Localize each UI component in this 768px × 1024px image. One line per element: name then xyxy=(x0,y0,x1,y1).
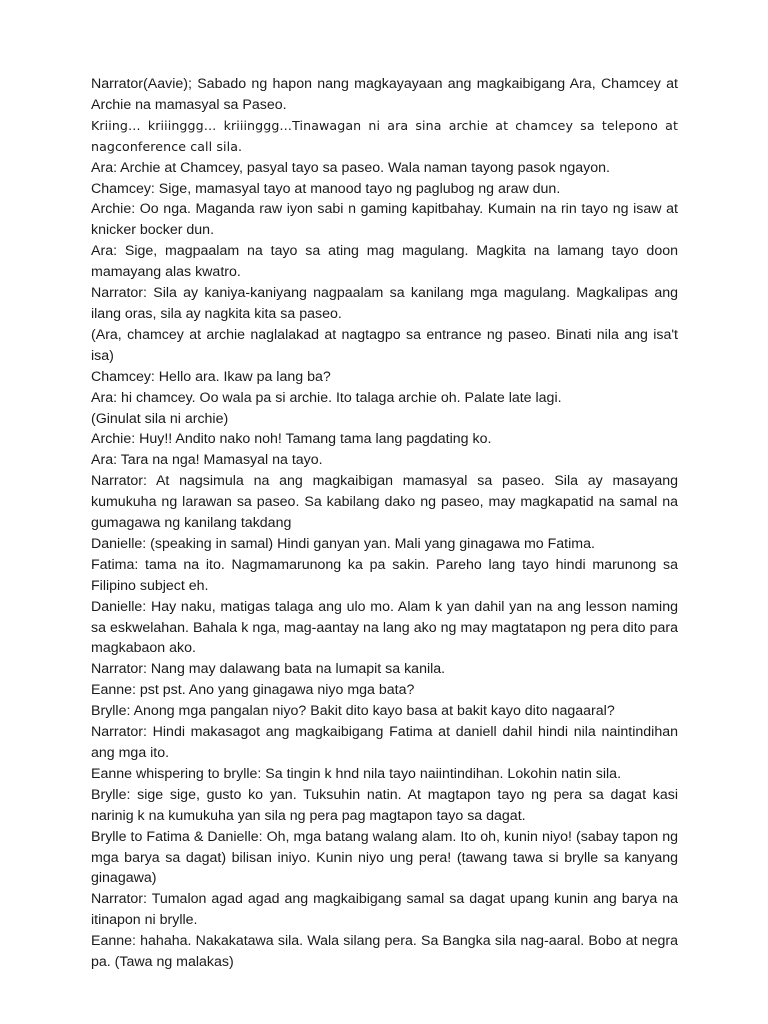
paragraph-phone-ring: Kriing… kriiinggg… kriiinggg…Tinawagan ni ara sina archie at chamcey sa telepono at nagconference call sila. xyxy=(91,117,678,154)
paragraph-eanne-line-2: Eanne: hahaha. Nakakatawa sila. Wala silang pera. Sa Bangka sila nag-aaral. Bobo at negra pa. (Tawa ng malakas) xyxy=(91,933,678,971)
paragraph-archie-line-2: Archie: Huy!! Andito nako noh! Tamang tama lang pagdating ko. xyxy=(91,431,492,448)
paragraph-eanne-line-1: Eanne: pst pst. Ano yang ginagawa niyo mga bata? xyxy=(91,682,415,699)
paragraph-danielle-line-1: Danielle: (speaking in samal) Hindi ganyan yan. Mali yang ginagawa mo Fatima. xyxy=(91,535,595,552)
paragraph-chamcey-line-2: Chamcey: Hello ara. Ikaw pa lang ba? xyxy=(91,368,331,385)
paragraph-danielle-line-2: Danielle: Hay naku, matigas talaga ang ulo mo. Alam k yan dahil yan na ang lesson naming sa eskwelahan. Bahala k nga, mag-aantay na lang ako ng may magtatapon ng pera dito para magkabaon ako. xyxy=(91,598,678,657)
paragraph-brylle-line-2: Brylle: sige sige, gusto ko yan. Tuksuhin natin. At magtapon tayo ng pera sa dagat kasi narinig k na kumukuha yan sila ng pera pag magtapon tayo sa dagat. xyxy=(91,786,678,824)
paragraph-ara-line-3: Ara: hi chamcey. Oo wala pa si archie. Ito talaga archie oh. Palate late lagi. xyxy=(91,389,562,406)
paragraph-ara-line-2: Ara: Sige, magpaalam na tayo sa ating mag magulang. Magkita na lamang tayo doon mamayang alas kwatro. xyxy=(91,243,678,281)
paragraph-stage-direction-1: (Ara, chamcey at archie naglalakad at nagtagpo sa entrance ng paseo. Binati nila ang isa't isa) xyxy=(91,326,678,364)
document-page xyxy=(91,74,678,973)
paragraph-fatima-line-1: Fatima: tama na ito. Nagmamarunong ka pa sakin. Pareho lang tayo hindi marunong sa Filipino subject eh. xyxy=(91,556,678,594)
paragraph-ara-line-4: Ara: Tara na nga! Mamasyal na tayo. xyxy=(91,452,323,469)
paragraph-archie-line-1: Archie: Oo nga. Maganda raw iyon sabi n gaming kapitbahay. Kumain na rin tayo ng isaw at knicker bocker dun. xyxy=(91,201,678,239)
paragraph-narrator-line-4: Narrator: Nang may dalawang bata na lumapit sa kanila. xyxy=(91,661,446,678)
paragraph-narrator-line-5: Narrator: Hindi makasagot ang magkaibigang Fatima at daniell dahil hindi nila naintindihan ang mga ito. xyxy=(91,724,678,761)
paragraph-narrator-line-2: Narrator: Sila ay kaniya-kaniyang nagpaalam sa kanilang mga magulang. Magkalipas ang ilang oras, sila ay nagkita kita sa paseo. xyxy=(91,285,678,322)
paragraph-narrator-line-3: Narrator: At nagsimula na ang magkaibigan mamasyal sa paseo. Sila ay masayang kumukuha ng larawan sa paseo. Sa kabilang dako ng paseo, may magkapatid na samal na gumagawa ng kanilang takdang xyxy=(91,473,678,532)
paragraph-chamcey-line-1: Chamcey: Sige, mamasyal tayo at manood tayo ng paglubog ng araw dun. xyxy=(91,180,561,197)
paragraph-stage-direction-2: (Ginulat sila ni archie) xyxy=(91,410,229,427)
paragraph-brylle-line-3: Brylle to Fatima & Danielle: Oh, mga batang walang alam. Ito oh, kunin niyo! (sabay tapon ng mga barya sa dagat) bilisan iniyo. Kunin niyo ung pera! (tawang tawa si brylle sa kanyang ginagawa) xyxy=(91,828,678,887)
paragraph-eanne-whisper: Eanne whispering to brylle: Sa tingin k hnd nila tayo naiintindihan. Lokohin natin sila. xyxy=(91,765,622,782)
paragraph-narrator-line-6: Narrator: Tumalon agad agad ang magkaibigang samal sa dagat upang kunin ang barya na itinapon ni brylle. xyxy=(91,891,678,929)
paragraph-narrator-intro: Narrator(Aavie); Sabado ng hapon nang magkayayaan ang magkaibigang Ara, Chamcey at Archie na mamasyal sa Paseo. xyxy=(91,76,678,113)
paragraph-brylle-line-1: Brylle: Anong mga pangalan niyo? Bakit dito kayo basa at bakit kayo dito nagaaral? xyxy=(91,703,615,720)
paragraph-ara-line-1: Ara: Archie at Chamcey, pasyal tayo sa paseo. Wala naman tayong pasok ngayon. xyxy=(91,159,610,176)
